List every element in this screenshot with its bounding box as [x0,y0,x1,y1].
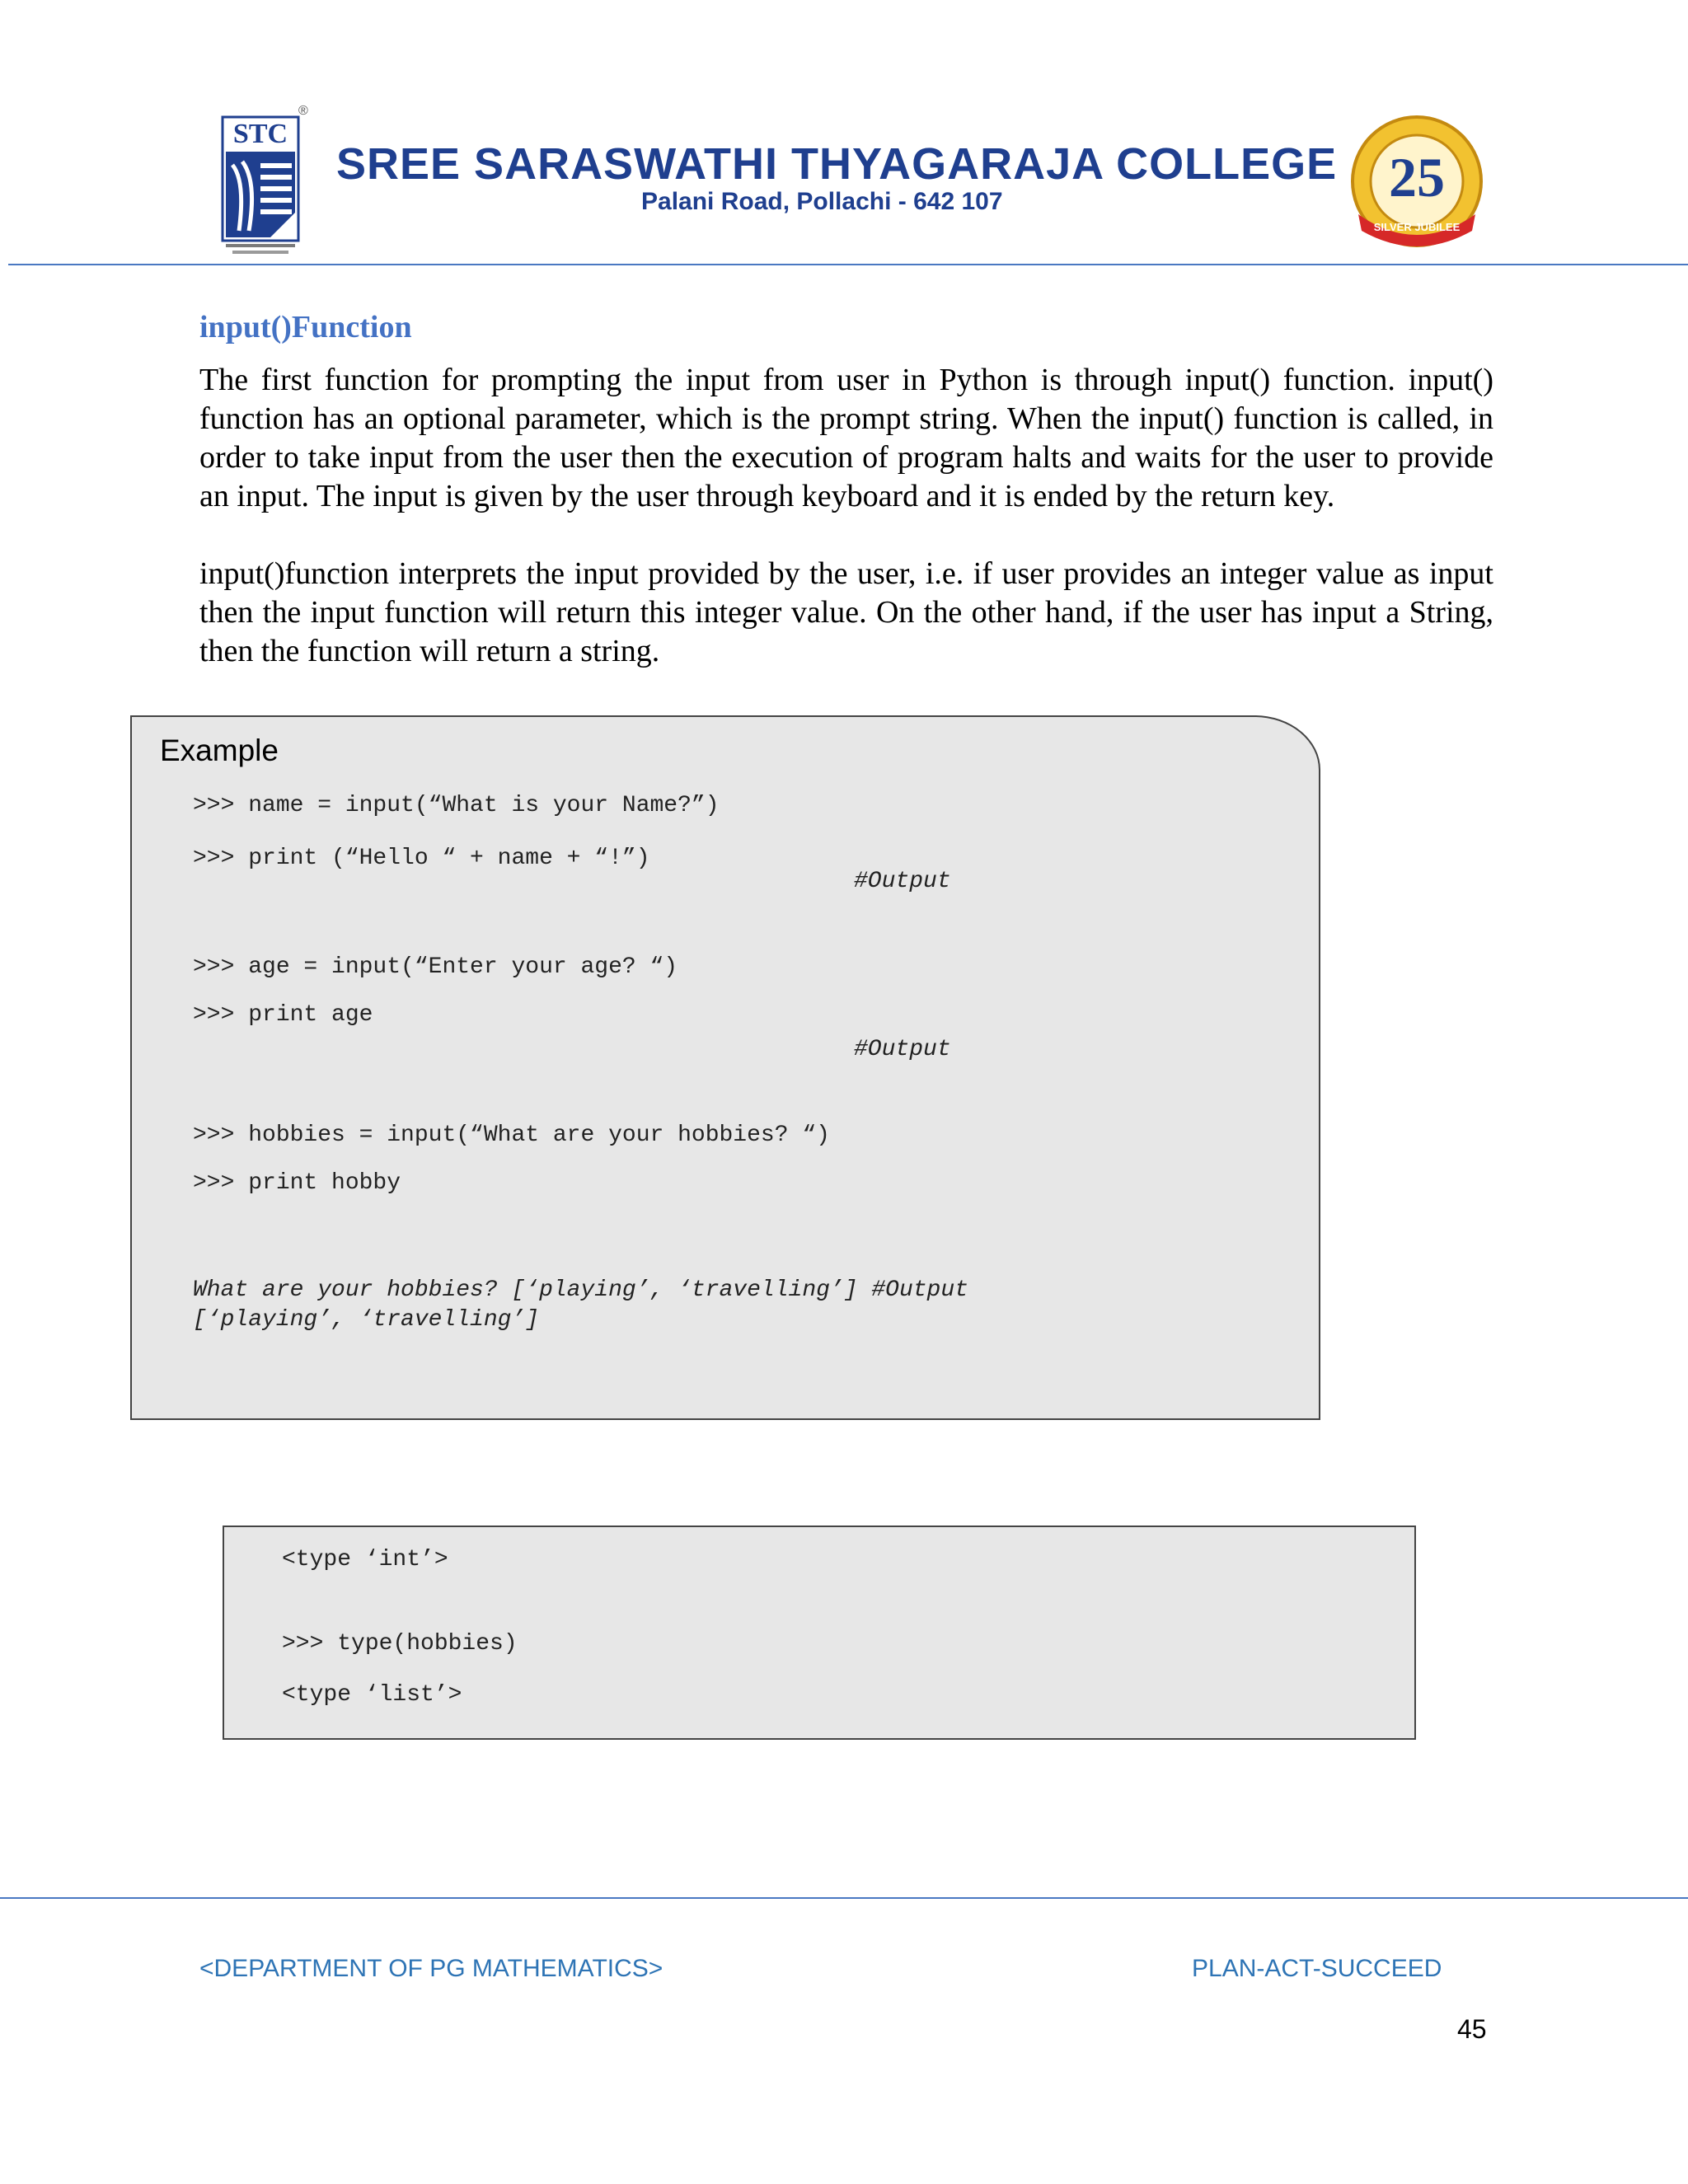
jubilee-number: 25 [1389,146,1445,209]
output-comment: #Output [854,1037,951,1062]
code-line: >>> hobbies = input(“What are your hobbies? “) [193,1122,830,1148]
code-line: >>> type(hobbies) [282,1631,518,1657]
output-line: What are your hobbies? [‘playing’, ‘travelling’] #Output [193,1277,968,1303]
example-title: Example [160,733,279,767]
code-line: <type ‘int’> [282,1547,448,1572]
paragraph-2: input()function interprets the input provided by the user, i.e. if user provides an integer value as input then the input function will return this integer value. On the other hand, if the user has input a String, then the function will return a string. [199,556,1493,668]
paragraph-1: The first function for prompting the input from user in Python is through input() function. input() function has an optional parameter, which is the prompt string. When the input() function is called, in order to take input from the user then the execution of program halts and waits for the user to provide an input. The input is given by the user through keyboard and it is ended by the return key. [199,363,1493,513]
section-title: input()Function [199,310,412,344]
code-line: >>> name = input(“What is your Name?”) [193,793,720,818]
header-divider [8,264,1688,265]
page-header [0,0,1688,268]
code-line: <type ‘list’> [282,1682,462,1708]
silver-jubilee-logo [1342,115,1492,255]
college-logo [221,115,300,260]
code-line: >>> age = input(“Enter your age? “) [193,954,678,980]
registered-mark: ® [298,104,308,118]
page-number: 45 [1457,2014,1487,2044]
logo-left-text: STC [232,119,288,149]
footer-divider [0,1897,1688,1899]
code-line: >>> print hobby [193,1170,401,1196]
footer-department: <DEPARTMENT OF PG MATHEMATICS> [199,1955,663,1982]
code-line: >>> print age [193,1002,373,1028]
jubilee-text: SILVER JUBILEE [1373,221,1461,233]
output-line: [‘playing’, ‘travelling’] [193,1307,540,1333]
example-code-box [130,715,1320,1420]
code-line: >>> print (“Hello “ + name + “!”) [193,846,650,871]
footer-motto: PLAN-ACT-SUCCEED [1192,1955,1442,1982]
college-name: SREE SARASWATHI THYAGARAJA COLLEGE [336,139,1338,189]
type-code-box [223,1526,1416,1740]
college-address: Palani Road, Pollachi - 642 107 [641,188,1003,215]
output-comment: #Output [854,869,951,894]
